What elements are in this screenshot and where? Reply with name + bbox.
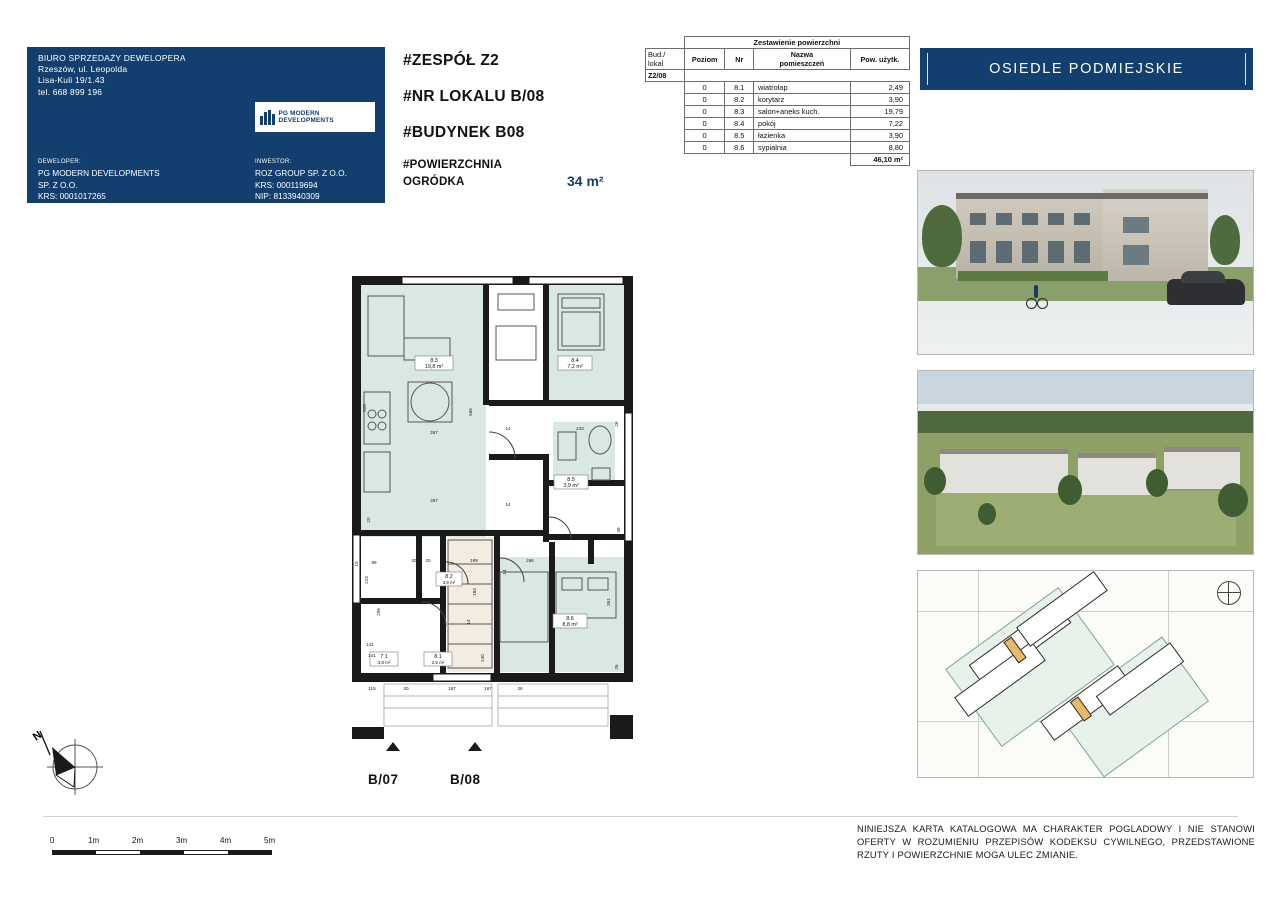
th-level: Poziom <box>684 49 725 70</box>
render-roof <box>956 193 1208 199</box>
floor-plan-drawing <box>348 272 648 742</box>
dim: 14 <box>505 502 511 507</box>
title-complex: #ZESPÓŁ Z2 <box>403 52 500 69</box>
developer-column <box>38 159 218 226</box>
dim: 19 <box>356 619 361 625</box>
scale-label: 2m <box>132 836 144 845</box>
site-plan-guide <box>918 611 1254 612</box>
cell-room-name: wiatrołap <box>754 82 851 94</box>
render-window <box>996 213 1012 225</box>
cell-level: 0 <box>684 130 725 142</box>
render-building-end <box>1103 189 1208 281</box>
room-area: 3,8 m² <box>377 660 391 665</box>
developer-line-4: NIP: 8133753240 <box>38 202 103 213</box>
scale-bar <box>52 836 282 870</box>
dim: 20 <box>366 517 371 523</box>
render-tree <box>978 503 996 525</box>
render-treeline <box>918 411 1253 435</box>
dim: 20 <box>411 558 417 563</box>
dim: 256 <box>376 608 381 616</box>
dim: 19 <box>356 429 361 435</box>
cell-level: 0 <box>684 118 725 130</box>
cell-area: 7,22 <box>850 118 909 130</box>
compass-icon <box>1217 581 1241 605</box>
render-tree <box>1210 215 1240 265</box>
cell-room-name: sypialnia <box>754 142 851 154</box>
render-tree <box>922 205 962 267</box>
render-window <box>1022 241 1038 263</box>
cell-level: 0 <box>684 82 725 94</box>
plan-marker-p: P <box>536 530 540 536</box>
render-car <box>1167 279 1245 305</box>
room-area: 8,8 m² <box>562 622 578 628</box>
table-row <box>646 118 910 130</box>
cell-area: 3,90 <box>850 94 909 106</box>
unit-pointer-right <box>468 742 482 751</box>
room-area: 3,9 m² <box>442 580 456 585</box>
dim: 199 <box>470 558 478 563</box>
room-code: 8.4 <box>571 358 579 364</box>
investor-line-1: ROZ GROUP SP. Z O.O. <box>255 168 347 178</box>
table-caption: Zestawienie powierzchni <box>684 37 909 49</box>
sales-office-line-1: Rzeszów, ul. Leopolda <box>38 64 128 75</box>
dim: 14 <box>505 426 511 431</box>
table-row <box>646 142 910 154</box>
room-code: 8.5 <box>567 477 575 483</box>
room-area: 2,5 m² <box>431 660 445 665</box>
cell-area: 2,49 <box>850 82 909 94</box>
dim: 115 <box>368 686 376 691</box>
logo-bars-icon <box>260 110 275 125</box>
render-window <box>970 213 986 225</box>
table-total-row <box>646 154 910 166</box>
dim: 20 <box>403 686 409 691</box>
disclaimer-text: NINIEJSZA KARTA KATALOGOWA MA CHARAKTER POGLADOWY I NIE STANOWI OFERTY W ROZUMIENIU PRZEPISÓW KODEKSU CYWILNEGO, PRZEDSTAWIONE RZUTY I POWIERZCHNIE MOGA ULEC ZMIANIE. <box>857 823 1255 861</box>
garden-label-line2: OGRÓDKA <box>403 176 465 188</box>
cell-area: 3,90 <box>850 130 909 142</box>
dim: 140 <box>480 654 485 662</box>
dim: 14 <box>502 569 507 575</box>
investor-line-3: NIP: 8133940309 <box>255 191 320 201</box>
sales-office-line-2: Lisa-Kuli 19/1.43 <box>38 75 105 86</box>
unit-label-left: B/07 <box>368 772 399 787</box>
table-row <box>646 82 910 94</box>
cell-room-name: salon+aneks kuch. <box>754 106 851 118</box>
table-row <box>646 94 910 106</box>
render-window <box>1022 213 1038 225</box>
dim: 367 <box>430 430 438 435</box>
dim: 223 <box>364 576 369 584</box>
sales-office-heading: BIURO SPRZEDAŻY DEWELOPERA <box>38 53 186 63</box>
developer-line-2: SP. Z O.O. <box>38 179 78 190</box>
table-group-row <box>646 70 910 82</box>
cell-room-name: pokój <box>754 118 851 130</box>
developer-line-1: PG MODERN DEVELOPMENTS <box>38 168 160 178</box>
room-code: 8.6 <box>566 616 574 622</box>
dim: 99 <box>371 560 377 565</box>
dim: 565 <box>468 408 473 416</box>
scale-ticks <box>52 850 272 855</box>
dim: 26 <box>614 664 619 670</box>
area-table <box>645 36 910 166</box>
th-room-name: Nazwa pomieszczeń <box>754 49 851 70</box>
unit-identification <box>403 52 633 160</box>
render-building-row <box>1078 453 1156 495</box>
company-info-block <box>27 47 385 224</box>
logo-text: PG MODERN DEVELOPMENTS <box>278 110 334 124</box>
investor-line-4: REGON: 542819022 <box>255 202 332 213</box>
dim: 39 <box>616 527 621 533</box>
table-row <box>646 130 910 142</box>
developer-line-3: KRS: 0001017265 <box>38 191 106 201</box>
table-caption-row <box>646 37 910 49</box>
title-unit-number: #NR LOKALU B/08 <box>403 88 545 105</box>
dim: 167 <box>484 686 492 691</box>
dim: 20 <box>425 558 431 563</box>
dim: 184 <box>472 588 477 596</box>
compass-rose <box>30 725 110 805</box>
cell-level: 0 <box>684 142 725 154</box>
th-number: Nr <box>725 49 754 70</box>
estate-name-banner <box>920 48 1253 90</box>
sales-office-line-3: tel. 668 899 196 <box>38 86 103 97</box>
cell-area: 19,79 <box>850 106 909 118</box>
floor-plan <box>348 272 648 742</box>
table-header-row <box>646 49 910 70</box>
total-area: 46,10 m² <box>850 154 909 166</box>
company-logo <box>255 102 375 132</box>
dim: 367 <box>430 498 438 503</box>
sales-office-title <box>38 53 228 98</box>
render-window <box>1123 217 1149 233</box>
garden-area-value: 34 m² <box>567 173 604 189</box>
cell-area: 8,80 <box>850 142 909 154</box>
estate-name: OSIEDLE PODMIEJSKIE <box>989 61 1184 77</box>
garden-area-block <box>403 157 633 191</box>
cell-room-name: korytarz <box>754 94 851 106</box>
compass-north-label: N <box>30 729 45 744</box>
th-building-unit: Bud./ lokal <box>646 49 685 70</box>
scale-label: 5m <box>264 836 276 845</box>
cell-number: 8.4 <box>725 118 754 130</box>
unit-label-right: B/08 <box>450 772 481 787</box>
dim: 351 <box>606 598 611 606</box>
dim: 167 <box>448 686 456 691</box>
render-building-row <box>940 449 1068 493</box>
room-code: 8.2 <box>445 574 453 580</box>
dim: 141 <box>366 642 374 647</box>
cell-level: 0 <box>684 94 725 106</box>
footer-divider <box>43 816 1238 817</box>
cell-number: 8.3 <box>725 106 754 118</box>
exterior-render-street <box>917 170 1254 355</box>
developer-line-5: REGON: 368032510 <box>38 214 115 224</box>
render-hedge <box>958 271 1108 281</box>
table-row <box>646 106 910 118</box>
cell-number: 8.1 <box>725 82 754 94</box>
cell-number: 8.2 <box>725 94 754 106</box>
dim: 14 <box>466 619 471 625</box>
render-window <box>996 241 1012 263</box>
dim: 26 <box>614 421 619 427</box>
unit-label-group <box>358 742 618 807</box>
dim: 243 <box>576 426 584 431</box>
room-code: 8.3 <box>430 358 438 364</box>
render-window <box>1074 213 1090 225</box>
cell-room-name: łazienka <box>754 130 851 142</box>
room-area: 3,9 m² <box>563 483 579 489</box>
render-tree <box>924 467 946 495</box>
scale-label: 4m <box>220 836 232 845</box>
cell-number: 8.6 <box>725 142 754 154</box>
dim: 520 <box>362 404 367 412</box>
render-tree <box>1058 475 1082 505</box>
render-window <box>1074 241 1090 263</box>
dim: 19 <box>354 561 359 567</box>
render-tree <box>1218 483 1248 517</box>
dim: 266 <box>526 558 534 563</box>
exterior-render-aerial <box>917 370 1254 555</box>
room-code: 8.1 <box>434 654 442 660</box>
cell-number: 8.5 <box>725 130 754 142</box>
room-area: 7,2 m² <box>567 364 583 370</box>
dim: 26 <box>517 686 523 691</box>
scale-label: 1m <box>88 836 100 845</box>
developer-label: DEWELOPER: <box>38 159 82 165</box>
render-tree <box>1146 469 1168 497</box>
render-window <box>1048 241 1064 263</box>
title-building: #BUDYNEK B08 <box>403 124 525 141</box>
garden-label-line1: #POWIERZCHNIA <box>403 159 503 171</box>
investor-column <box>255 159 405 214</box>
render-window <box>970 241 986 263</box>
investor-label: INWESTOR: <box>255 159 292 165</box>
scale-label: 0 <box>50 836 55 845</box>
render-window <box>1123 245 1149 265</box>
cell-level: 0 <box>684 106 725 118</box>
unit-pointer-left <box>386 742 400 751</box>
th-usable-area: Pow. użytk. <box>850 49 909 70</box>
dim: 141 <box>368 653 376 658</box>
room-area: 19,8 m² <box>424 364 444 370</box>
render-window <box>1048 213 1064 225</box>
group-label: Z2/08 <box>646 70 685 82</box>
scale-label: 3m <box>176 836 188 845</box>
area-table-wrapper <box>645 36 910 166</box>
render-cyclist <box>1026 295 1048 309</box>
investor-line-2: KRS: 000119694 <box>255 179 318 190</box>
site-plan <box>917 570 1254 778</box>
room-code: 7.1 <box>380 654 388 660</box>
